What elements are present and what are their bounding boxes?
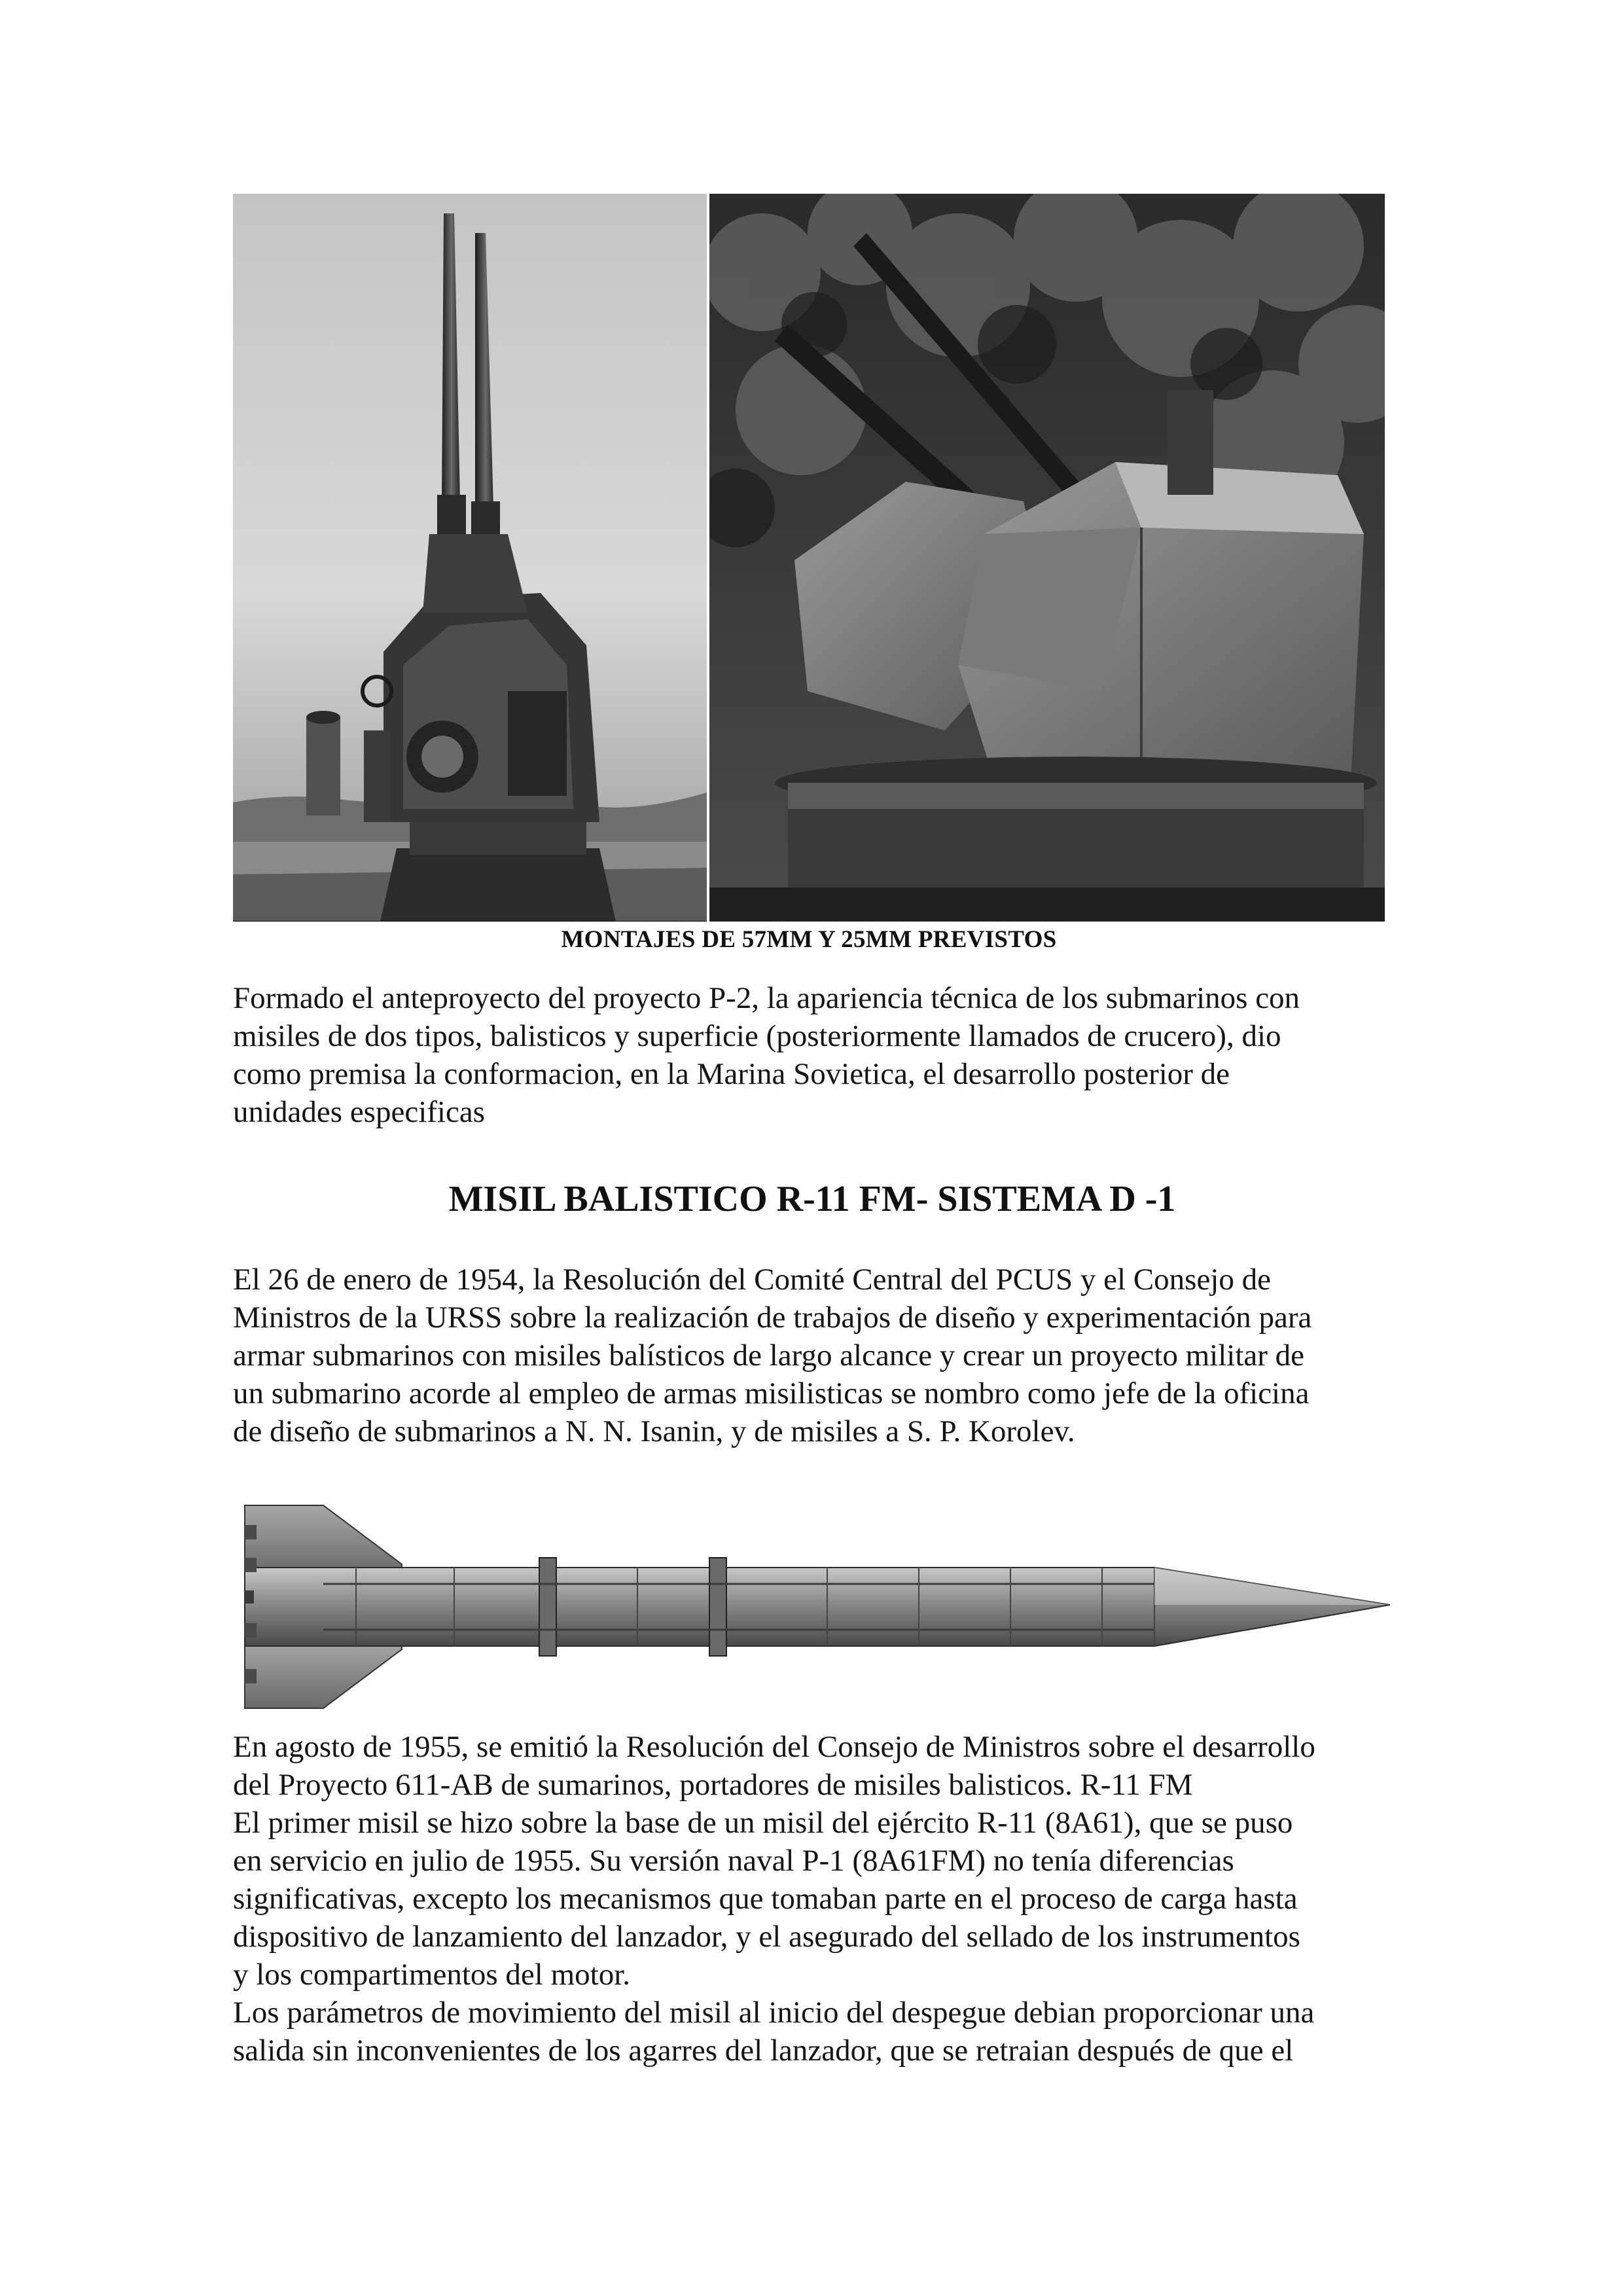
paragraph-line: El primer misil se hizo sobre la base de un misil del ejército R-11 (8A61), que se puso	[233, 1806, 1293, 1840]
paragraph-line: armar submarinos con misiles balísticos de largo alcance y crear un proyecto militar de	[233, 1338, 1305, 1372]
paragraph-line: como premisa la conformacion, en la Marina Sovietica, el desarrollo posterior de	[233, 1057, 1230, 1091]
paragraph-development-1955	[233, 1728, 1391, 2070]
paragraph-line: del Proyecto 611-AB de sumarinos, portadores de misiles balisticos. R-11 FM	[233, 1768, 1193, 1802]
section-heading: MISIL BALISTICO R-11 FM- SISTEMA D -1	[448, 1179, 1176, 1219]
paragraph-line: Formado el anteproyecto del proyecto P-2, la apariencia técnica de los submarinos con	[233, 981, 1300, 1015]
paragraph-line: Los parámetros de movimiento del misil al inicio del despegue debian proporcionar una	[233, 1996, 1315, 2030]
photo-figure	[233, 194, 1385, 922]
paragraph-intro	[233, 979, 1391, 1131]
paragraph-line: significativas, excepto los mecanismos que tomaban parte en el proceso de carga hasta	[233, 1882, 1298, 1916]
paragraph-resolution-1954	[233, 1261, 1391, 1450]
photo-57mm-image	[233, 194, 707, 922]
photo-57mm-mount	[233, 194, 707, 922]
photo-25mm-mount	[709, 194, 1385, 922]
paragraph-line: misiles de dos tipos, balisticos y superficie (posteriormente llamados de crucero), dio	[233, 1019, 1281, 1053]
paragraph-line: El 26 de enero de 1954, la Resolución del Comité Central del PCUS y el Consejo de	[233, 1263, 1271, 1297]
paragraph-line: y los compartimentos del motor.	[233, 1958, 631, 1992]
paragraph-line: de diseño de submarinos a N. N. Isanin, y de misiles a S. P. Korolev.	[233, 1414, 1075, 1448]
photo-caption: MONTAJES DE 57MM Y 25MM PREVISTOS	[561, 926, 1057, 953]
paragraph-line: salida sin inconvenientes de los agarres del lanzador, que se retraian después de que el	[233, 2034, 1294, 2068]
missile-drawing	[238, 1492, 1390, 1721]
paragraph-line: dispositivo de lanzamiento del lanzador, y el asegurado del sellado de los instrumentos	[233, 1920, 1300, 1954]
paragraph-line: Ministros de la URSS sobre la realización de trabajos de diseño y experimentación para	[233, 1300, 1312, 1335]
r11fm-missile-side-view-icon	[238, 1492, 1390, 1721]
paragraph-line: en servicio en julio de 1955. Su versión naval P-1 (8A61FM) no tenía diferencias	[233, 1844, 1234, 1878]
photo-25mm-image	[709, 194, 1385, 922]
paragraph-line: En agosto de 1955, se emitió la Resolución del Consejo de Ministros sobre el desarrollo	[233, 1730, 1315, 1764]
paragraph-line: unidades especificas	[233, 1095, 485, 1129]
paragraph-line: un submarino acorde al empleo de armas misilisticas se nombro como jefe de la oficina	[233, 1376, 1310, 1410]
